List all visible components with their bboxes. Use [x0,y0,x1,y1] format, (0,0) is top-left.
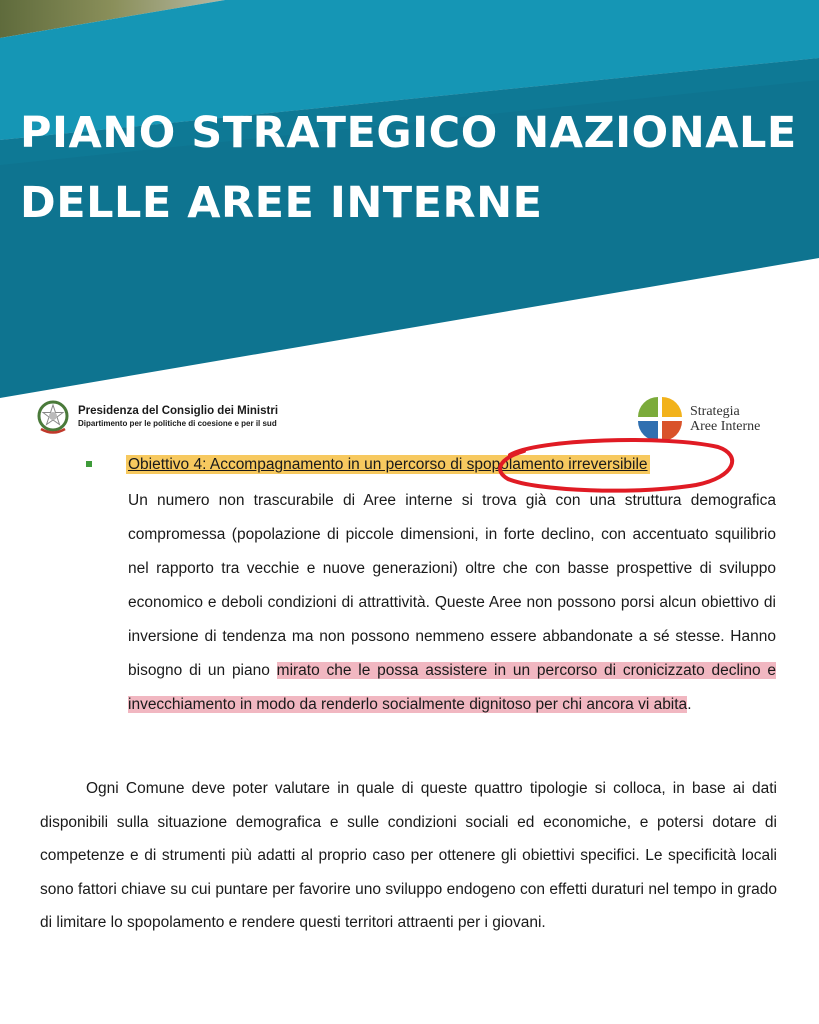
logo-text-1: Strategia [690,404,740,419]
title-banner [0,0,819,400]
objective-heading-text: Obiettivo 4: Accompagnamento in un percorso di spopolamento irreversibile [128,456,648,473]
government-header [36,398,278,436]
title-line-2: DELLE AREE INTERNE [20,178,543,228]
highlighted-text: mirato che le possa assistere in un percorso di cronicizzato declino e invecchiamento in modo da renderlo socialmente dignitoso per chi ancora vi abita [128,662,776,713]
objective-paragraph [128,484,776,722]
bullet-marker [86,461,92,467]
title-line-1: PIANO STRATEGICO NAZIONALE [20,108,797,158]
objective-text-end: . [687,696,692,713]
dept-name: Dipartimento per le politiche di coesione e per il sud [78,419,277,428]
italian-emblem-icon [36,398,70,436]
org-name: Presidenza del Consiglio dei Ministri [78,405,279,417]
logo-text-2: Aree Interne [690,419,761,434]
body-paragraph: Ogni Comune deve poter valutare in quale di queste quattro tipologie si colloca, in base ai dati disponibili sulla situazione demografica e sulle condizioni sociali ed economiche, e potersi dotare di competenze e di strumenti più adatti al proprio caso per ottenere gli obiettivi specifici. Le specificità locali sono fattori chiave su cui puntare per favorire uno sviluppo endogeno con effetti duraturi nel tempo in grado di limitare lo spopolamento e rendere questi territori attraenti per i giovani. [40,780,777,931]
objective-text: Un numero non trascurabile di Aree interne si trova già con una struttura demografica compromessa (popolazione di piccole dimensioni, in forte declino, con accentuato squilibrio nel rapporto tra vecchie e nuove generazioni) oltre che con basse prospettive di sviluppo economico e deboli condizioni di attrattività. Queste Aree non possono porsi alcun obiettivo di inversione di tendenza ma non possono nemmeno essere abbandonate a sé stesse. Hanno bisogno di un piano [128,492,776,679]
page-title [20,98,797,238]
